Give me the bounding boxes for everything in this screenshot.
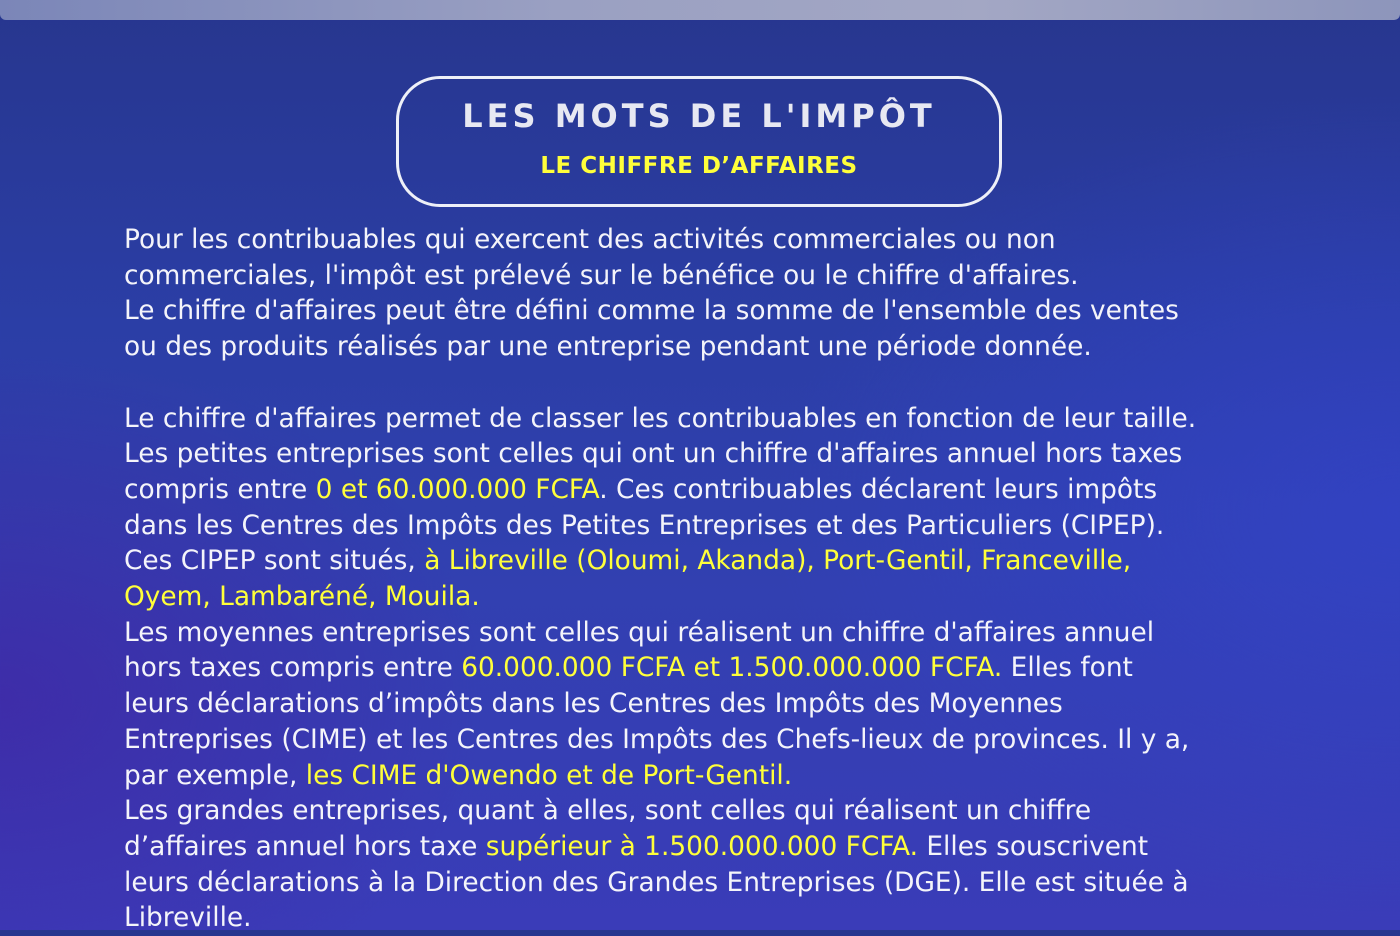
highlight-large-threshold: supérieur à 1.500.000.000 FCFA.	[485, 830, 918, 862]
text-line	[124, 650, 1364, 686]
page-title: LES MOTS DE L'IMPÔT	[462, 97, 936, 135]
highlight-medium-range: 60.000.000 FCFA et 1.500.000.000 FCFA.	[461, 652, 1003, 684]
text-segment: d’affaires annuel hors taxe	[124, 830, 486, 862]
title-box	[396, 76, 1002, 207]
paragraph-small-businesses	[124, 401, 1364, 615]
text-segment: par exemple,	[124, 759, 306, 791]
text-line: dans les Centres des Impôts des Petites Entreprises et des Particuliers (CIPEP).	[124, 509, 1165, 541]
text-line: Les moyennes entreprises sont celles qui réalisent un chiffre d'affaires annuel	[124, 616, 1155, 648]
text-line	[124, 829, 1364, 865]
paragraph-definition	[124, 222, 1364, 365]
text-line: Les grandes entreprises, quant à elles, sont celles qui réalisent un chiffre	[124, 795, 1092, 827]
text-segment: Elles font	[1002, 652, 1133, 684]
text-segment: . Ces contribuables déclarent leurs impôts	[599, 473, 1158, 505]
highlight-small-range: 0 et 60.000.000 FCFA	[315, 473, 600, 505]
text-line: Libreville.	[124, 902, 252, 934]
paragraph-large-businesses	[124, 793, 1364, 936]
text-line: leurs déclarations à la Direction des Grandes Entreprises (DGE). Elle est située à	[124, 866, 1189, 898]
highlight-cipep-locations: à Libreville (Oloumi, Akanda), Port-Gentil, Franceville,	[424, 545, 1132, 577]
paragraph-spacer	[124, 365, 1364, 401]
text-line: Pour les contribuables qui exercent des activités commerciales ou non	[124, 224, 1056, 255]
text-line: commerciales, l'impôt est prélevé sur le bénéfice ou le chiffre d'affaires.	[124, 259, 1079, 291]
text-line: Le chiffre d'affaires peut être défini comme la somme de l'ensemble des ventes	[124, 295, 1179, 327]
text-segment: Elles souscrivent	[917, 830, 1149, 862]
page-subtitle: LE CHIFFRE D’AFFAIRES	[540, 153, 858, 179]
top-strip	[0, 0, 1400, 20]
text-segment: Ces CIPEP sont situés,	[124, 545, 425, 577]
text-segment: compris entre	[124, 473, 316, 505]
text-line	[124, 543, 1364, 579]
text-line	[124, 758, 1364, 794]
text-line: Entreprises (CIME) et les Centres des Impôts des Chefs-lieux de provinces. Il y a,	[124, 723, 1190, 755]
highlight-cipep-locations-cont: Oyem, Lambaréné, Mouila.	[124, 581, 480, 613]
text-line	[124, 472, 1364, 508]
paragraph-medium-businesses	[124, 615, 1364, 794]
text-line: Les petites entreprises sont celles qui ont un chiffre d'affaires annuel hors taxes	[124, 438, 1183, 470]
article-body	[124, 222, 1364, 936]
text-line: ou des produits réalisés par une entreprise pendant une période donnée.	[124, 331, 1092, 363]
text-line: Le chiffre d'affaires permet de classer les contribuables en fonction de leur taille.	[124, 402, 1197, 434]
text-segment: hors taxes compris entre	[124, 652, 462, 684]
text-line: leurs déclarations d’impôts dans les Centres des Impôts des Moyennes	[124, 688, 1063, 720]
highlight-cime-locations: les CIME d'Owendo et de Port-Gentil.	[305, 759, 793, 791]
